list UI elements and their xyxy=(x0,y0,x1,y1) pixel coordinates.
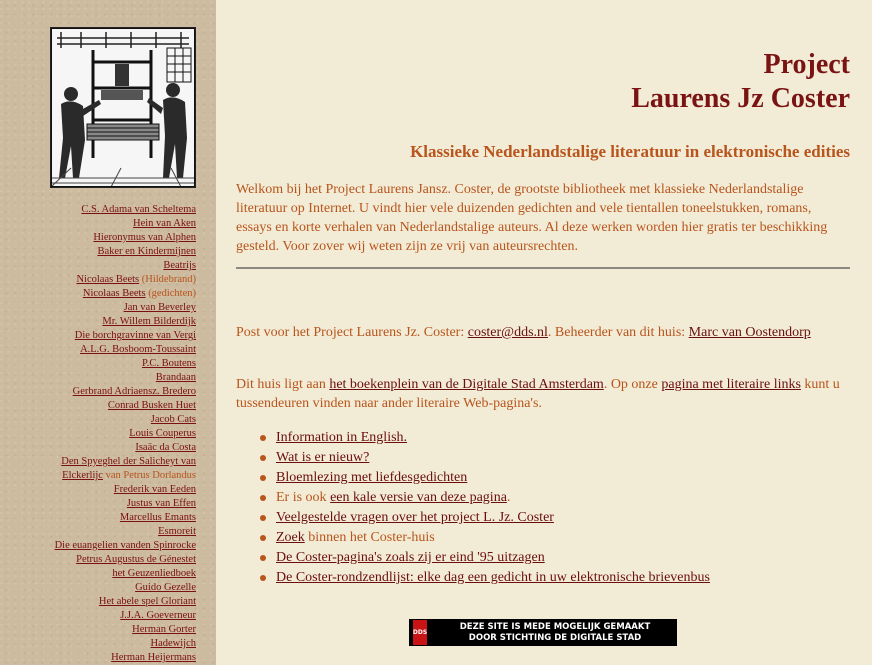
list-item-link[interactable]: Bloemlezing met liefdesgedichten xyxy=(276,470,468,485)
author-link[interactable]: Die euangelien vanden Spinrocke xyxy=(54,540,196,551)
author-list xyxy=(0,203,196,665)
author-item xyxy=(0,385,196,399)
author-item xyxy=(0,287,196,301)
author-link[interactable]: Petrus Augustus de Génestet xyxy=(76,554,196,565)
sidebar xyxy=(0,0,216,665)
list-item-link[interactable]: Information in English. xyxy=(276,430,408,445)
author-item xyxy=(0,301,196,315)
bullet-icon xyxy=(260,455,266,461)
author-item xyxy=(0,553,196,567)
list-item-link[interactable]: Veelgestelde vragen over het project L. Jz. Coster xyxy=(276,510,554,525)
link-list xyxy=(260,428,710,588)
banner-line-1: DEZE SITE IS MEDE MOGELIJK GEMAAKT xyxy=(459,621,651,632)
author-item xyxy=(0,651,196,665)
author-link[interactable]: Het abele spel Gloriant xyxy=(98,596,196,607)
author-item xyxy=(0,469,196,483)
author-note: van Petrus Dorlandus xyxy=(105,470,196,481)
author-item xyxy=(0,637,196,651)
author-link[interactable]: J.J.A. Goeverneur xyxy=(120,610,196,621)
author-link[interactable]: Jacob Cats xyxy=(150,414,196,425)
list-item-prefix: Er is ook xyxy=(276,490,331,505)
list-item-link[interactable]: De Coster-pagina's zoals zij er eind '95 uitzagen xyxy=(276,550,545,565)
bullet-icon xyxy=(260,575,266,581)
author-link[interactable]: Conrad Busken Huet xyxy=(107,400,196,411)
author-item xyxy=(0,427,196,441)
author-link[interactable]: Nicolaas Beets xyxy=(76,274,140,285)
title-line-1: Project xyxy=(763,49,850,80)
author-item xyxy=(0,497,196,511)
horizontal-rule xyxy=(236,267,850,269)
author-link[interactable]: Baker en Kindermijnen xyxy=(97,246,196,257)
author-link[interactable]: Guido Gezelle xyxy=(135,582,196,593)
list-item-link[interactable]: een kale versie van deze pagina xyxy=(330,490,507,505)
list-item xyxy=(260,568,710,588)
author-link[interactable]: Beatrijs xyxy=(163,260,196,271)
list-item xyxy=(260,528,710,548)
author-link[interactable]: Justus van Effen xyxy=(126,498,196,509)
house-middle: . Op onze xyxy=(603,377,662,392)
author-link[interactable]: Nicolaas Beets xyxy=(82,288,146,299)
author-item xyxy=(0,595,196,609)
author-item xyxy=(0,273,196,287)
page-title xyxy=(631,48,850,116)
contact-prefix: Post voor het Project Laurens Jz. Coster: xyxy=(236,325,468,340)
author-link[interactable]: Hein van Aken xyxy=(133,218,196,229)
author-link[interactable]: Frederik van Eeden xyxy=(113,484,196,495)
bullet-icon xyxy=(260,475,266,481)
list-item-suffix: binnen het Coster-huis xyxy=(304,530,435,545)
author-note: (gedichten) xyxy=(148,288,196,299)
author-item xyxy=(0,567,196,581)
list-item xyxy=(260,468,710,488)
author-item xyxy=(0,245,196,259)
author-link[interactable]: Den Spyeghel der Salicheyt van xyxy=(61,456,196,467)
bullet-icon xyxy=(260,515,266,521)
author-item xyxy=(0,315,196,329)
author-link[interactable]: Marcellus Emants xyxy=(119,512,196,523)
author-link[interactable]: Elckerlijc xyxy=(62,470,103,481)
author-item xyxy=(0,329,196,343)
author-link[interactable]: Herman Heijermans xyxy=(111,652,196,663)
author-item xyxy=(0,413,196,427)
author-item xyxy=(0,539,196,553)
printing-press-woodcut-image xyxy=(50,27,196,188)
author-note: (Hildebrand) xyxy=(141,274,196,285)
main-content xyxy=(236,0,850,665)
author-item xyxy=(0,343,196,357)
author-link[interactable]: A.L.G. Bosboom-Toussaint xyxy=(80,344,196,355)
author-link[interactable]: C.S. Adama van Scheltema xyxy=(81,204,196,215)
author-item xyxy=(0,455,196,469)
list-item xyxy=(260,488,710,508)
author-item xyxy=(0,483,196,497)
author-link[interactable]: Herman Gorter xyxy=(132,624,196,635)
author-item xyxy=(0,441,196,455)
list-item xyxy=(260,448,710,468)
house-suffix: kunt u tussendeuren vinden naar ander literaire Web-pagina's. xyxy=(236,377,840,411)
author-item xyxy=(0,371,196,385)
author-link[interactable]: Hieronymus van Alphen xyxy=(93,232,196,243)
dds-logo xyxy=(413,620,427,645)
admin-link[interactable]: Marc van Oostendorp xyxy=(688,325,811,340)
page-subtitle: Klassieke Nederlandstalige literatuur in elektronische edities xyxy=(410,142,850,161)
author-item xyxy=(0,231,196,245)
bullet-icon xyxy=(260,435,266,441)
author-item xyxy=(0,623,196,637)
list-item-link[interactable]: Wat is er nieuw? xyxy=(276,450,370,465)
author-link[interactable]: Die borchgravinne van Vergi xyxy=(74,330,196,341)
author-link[interactable]: Isaäc da Costa xyxy=(135,442,196,453)
list-item-suffix: . xyxy=(506,490,511,505)
email-link[interactable]: coster@dds.nl xyxy=(467,325,548,340)
contact-middle: . Beheerder van dit huis: xyxy=(547,325,689,340)
author-link[interactable]: Gerbrand Adriaensz. Bredero xyxy=(72,386,196,397)
dds-logo-text: DDS xyxy=(412,628,428,636)
list-item-link[interactable]: Zoek xyxy=(276,530,305,545)
dds-banner[interactable] xyxy=(409,619,677,646)
author-link[interactable]: Esmoreit xyxy=(158,526,196,537)
literary-links-link[interactable]: pagina met literaire links xyxy=(661,377,801,392)
list-item xyxy=(260,428,710,448)
bullet-icon xyxy=(260,555,266,561)
dds-banner-text xyxy=(433,622,677,644)
author-item xyxy=(0,259,196,273)
author-link[interactable]: het Geuzenliedboek xyxy=(112,568,196,579)
house-prefix: Dit huis ligt aan xyxy=(236,377,330,392)
author-link[interactable]: Hadewijch xyxy=(150,638,196,649)
contact-paragraph xyxy=(236,323,850,342)
intro-paragraph: Welkom bij het Project Laurens Jansz. Coster, de grootste bibliotheek met klassieke Nederlandstalige literatuur op Internet. U vindt hier vele duizenden gedichten and vele tientallen toneelstukken, romans, essays en korte verhalen van Nederlandstalige auteurs. Al deze werken worden hier gratis ter beschikking gesteld. Voor zover wij weten zijn ze vrij van auteursrechten. xyxy=(236,182,828,254)
bullet-icon xyxy=(260,495,266,501)
author-link[interactable]: Jan van Beverley xyxy=(123,302,196,313)
author-item xyxy=(0,217,196,231)
author-link[interactable]: P.C. Boutens xyxy=(142,358,196,369)
house-paragraph xyxy=(236,375,850,413)
author-item xyxy=(0,511,196,525)
bullet-icon xyxy=(260,535,266,541)
list-item xyxy=(260,548,710,568)
author-item xyxy=(0,357,196,371)
author-item xyxy=(0,609,196,623)
list-item xyxy=(260,508,710,528)
author-link[interactable]: Louis Couperus xyxy=(129,428,196,439)
author-link[interactable]: Brandaan xyxy=(155,372,196,383)
author-item xyxy=(0,581,196,595)
author-link[interactable]: Mr. Willem Bilderdijk xyxy=(102,316,196,327)
author-item xyxy=(0,399,196,413)
banner-line-2: DOOR STICHTING DE DIGITALE STAD xyxy=(468,632,642,643)
boekenplein-link[interactable]: het boekenplein van de Digitale Stad Amsterdam xyxy=(329,377,604,392)
list-item-link[interactable]: De Coster-rondzendlijst: elke dag een gedicht in uw elektronische brievenbus xyxy=(276,570,710,585)
author-item xyxy=(0,525,196,539)
title-line-2: Laurens Jz Coster xyxy=(631,83,850,114)
author-item xyxy=(0,203,196,217)
